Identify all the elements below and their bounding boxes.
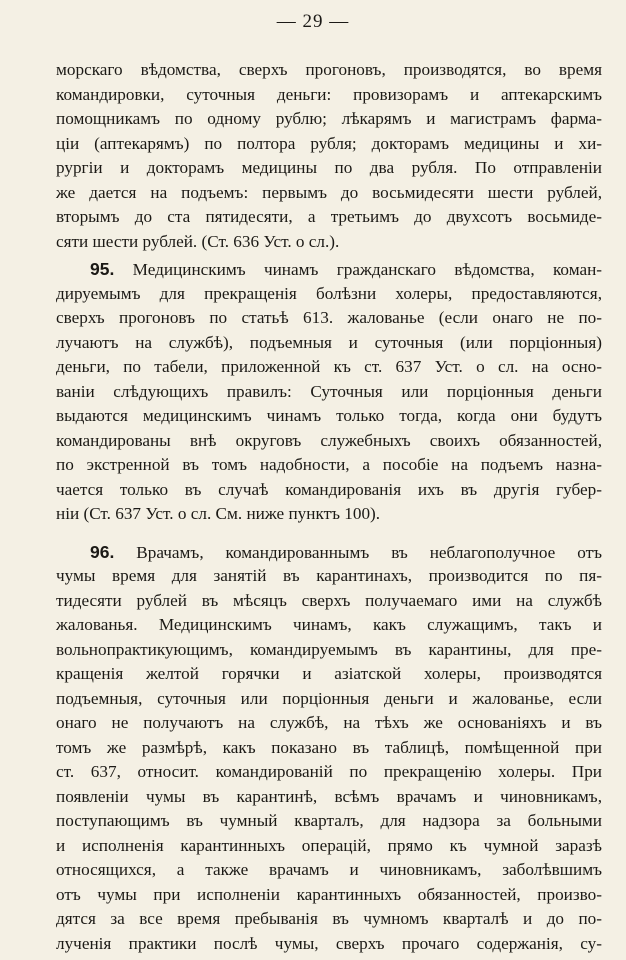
page-body — [56, 58, 602, 956]
text-line: онаго не получаютъ на службѣ, на тѣхъ же основаніяхъ и въ — [56, 713, 602, 732]
text-line: сяти шести рублей. (Ст. 636 Уст. о сл.). — [56, 231, 340, 251]
text-line: лучаютъ на службѣ), подъемныя и суточныя (или порціонныя) — [56, 332, 602, 352]
paragraph-number: 96. — [90, 541, 115, 562]
text-line: кращенія желтой горячки и азіатской холеры, производятся — [56, 664, 602, 683]
text-line: ваніи слѣдующихъ правилъ: Суточныя или порціонныя деньги — [56, 381, 602, 401]
text-line: дятся за все время пребыванія въ чумномъ кварталѣ и до по- — [56, 909, 602, 928]
paragraph-96 — [56, 540, 602, 957]
text-line: лученія практики послѣ чумы, сверхъ прочаго содержанія, су- — [56, 933, 602, 953]
text-line: подъемныя, суточныя или порціонныя деньги и жалованье, если — [56, 688, 602, 708]
paragraph-95 — [56, 257, 602, 527]
text-line: выдаются медицинскимъ чинамъ только тогда, когда они будутъ — [56, 406, 602, 425]
text-line: сверхъ прогоновъ по статьѣ 613. жалованье (если онаго не по- — [56, 308, 602, 327]
text-line: ціи (аптекарямъ) по полтора рубля; докторамъ медицины и хи- — [56, 133, 602, 153]
text-line: появленіи чумы въ карантинѣ, всѣмъ врачамъ и чиновникамъ, — [56, 786, 602, 806]
text-line-content: Врачамъ, командированнымъ въ неблагополучное отъ — [136, 542, 602, 562]
text-line: помощникамъ по одному рублю; лѣкарямъ и магистрамъ фарма- — [56, 109, 602, 128]
paragraph-gap — [56, 527, 602, 540]
text-line: по экстренной въ томъ надобности, а пособіе на подъемъ назна- — [56, 455, 602, 474]
text-line: вторымъ до ста пятидесяти, а третьимъ до двухсотъ восьмиде- — [56, 207, 602, 226]
text-line: деньги, по табели, приложенной къ ст. 637 Уст. о сл. на осно- — [56, 357, 602, 376]
paragraph-continuation — [56, 58, 602, 254]
text-line: дируемымъ для прекращенія болѣзни холеры, предоставляются, — [56, 283, 602, 303]
page-number: — 29 — — [276, 11, 350, 32]
text-line: командировки, суточныя деньги: провизорамъ и аптекарскимъ — [56, 84, 602, 104]
text-line — [56, 540, 602, 565]
text-line: жалованья. Медицинскимъ чинамъ, какъ служащимъ, такъ и — [56, 615, 602, 634]
text-line: рургіи и докторамъ медицины по два рубля. По отправленіи — [56, 158, 602, 177]
text-line: ніи (Ст. 637 Уст. о сл. См. ниже пунктъ 100). — [56, 504, 381, 523]
text-line: чумы время для занятій въ карантинахъ, производится по пя- — [56, 566, 602, 585]
text-line: отъ чумы при исполненіи карантинныхъ обязанностей, произво- — [56, 884, 602, 904]
text-line: ст. 637, относит. командированій по прекращенію холеры. При — [56, 762, 602, 781]
text-line — [56, 257, 602, 282]
text-line: томъ же размѣрѣ, какъ показано въ таблицѣ, помѣщенной при — [56, 737, 602, 757]
text-line: командированы внѣ округовъ служебныхъ своихъ обязанностей, — [56, 430, 602, 450]
text-line: морскаго вѣдомства, сверхъ прогоновъ, производятся, во время — [56, 60, 602, 79]
text-line: и исполненія карантинныхъ операцій, прямо къ чумной заразѣ — [56, 835, 602, 855]
text-line-content: Медицинскимъ чинамъ гражданскаго вѣдомства, коман- — [132, 260, 602, 279]
paragraph-number: 95. — [90, 259, 115, 279]
text-line: поступающимъ въ чумный кварталъ, для надзора за больными — [56, 811, 602, 830]
text-line: тидесяти рублей въ мѣсяцъ сверхъ получаемаго ими на службѣ — [56, 590, 602, 610]
text-line: вольнопрактикующимъ, командируемымъ въ карантины, для пре- — [56, 639, 602, 659]
text-line: же дается на подъемъ: первымъ до восьмидесяти шести рублей, — [56, 182, 602, 202]
text-line: относящихся, а также врачамъ и чиновникамъ, заболѣвшимъ — [56, 860, 602, 879]
text-line: чается только въ случаѣ командированія ихъ въ другія губер- — [56, 479, 602, 499]
